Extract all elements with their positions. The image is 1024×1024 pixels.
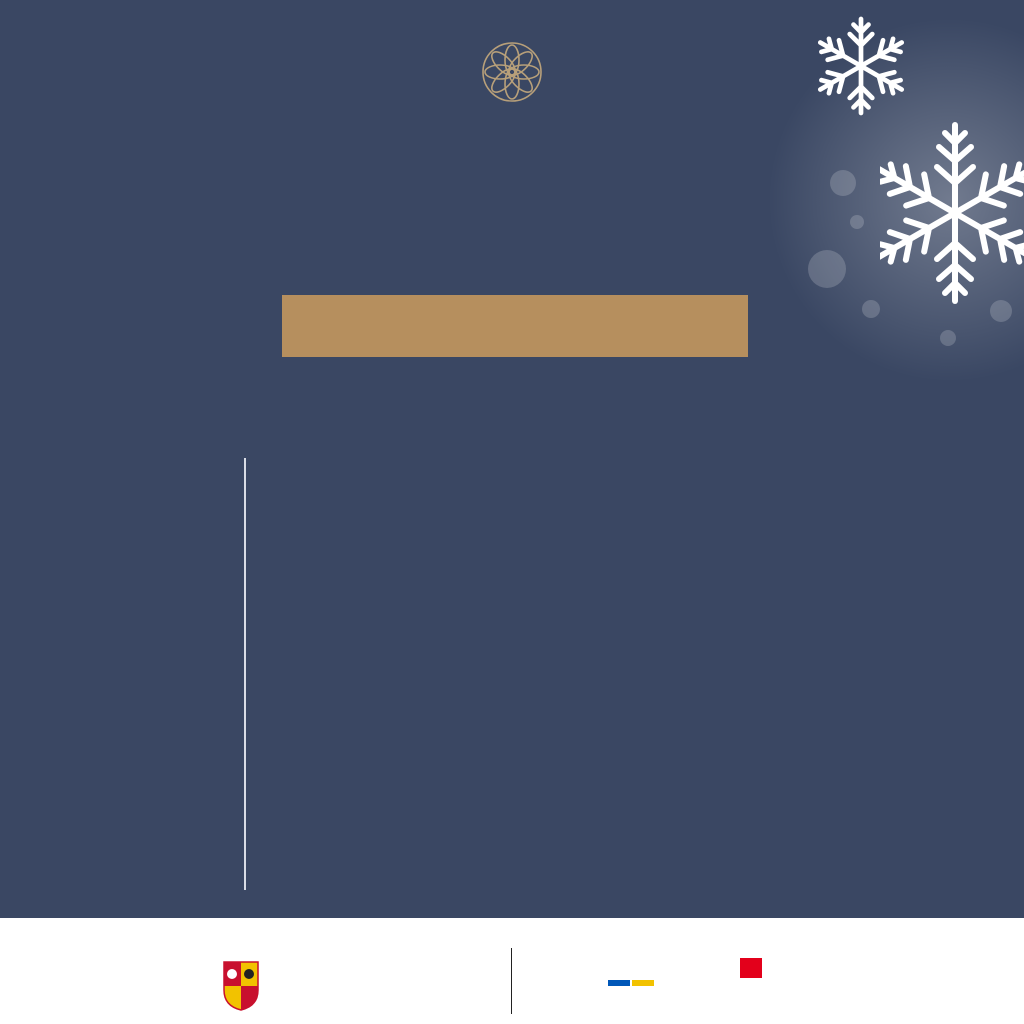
bokeh-dot bbox=[850, 215, 864, 229]
hotel-logo bbox=[0, 40, 1024, 108]
rosette-icon bbox=[480, 40, 544, 104]
logo-square-red bbox=[740, 958, 762, 978]
snowflake-icon bbox=[880, 120, 1024, 306]
bokeh-dot bbox=[940, 330, 956, 346]
logo-bar-blue bbox=[608, 980, 630, 986]
footer bbox=[0, 918, 1024, 1024]
patron-logo bbox=[222, 958, 462, 1014]
crest-icon bbox=[222, 960, 260, 1012]
partner-logo bbox=[608, 956, 768, 1016]
bokeh-dot bbox=[808, 250, 846, 288]
footer-divider bbox=[511, 948, 512, 1014]
schedule-divider bbox=[244, 458, 246, 890]
logo-bar-yellow bbox=[632, 980, 654, 986]
bokeh-dot bbox=[830, 170, 856, 196]
event-date bbox=[282, 295, 748, 357]
bokeh-dot bbox=[862, 300, 880, 318]
